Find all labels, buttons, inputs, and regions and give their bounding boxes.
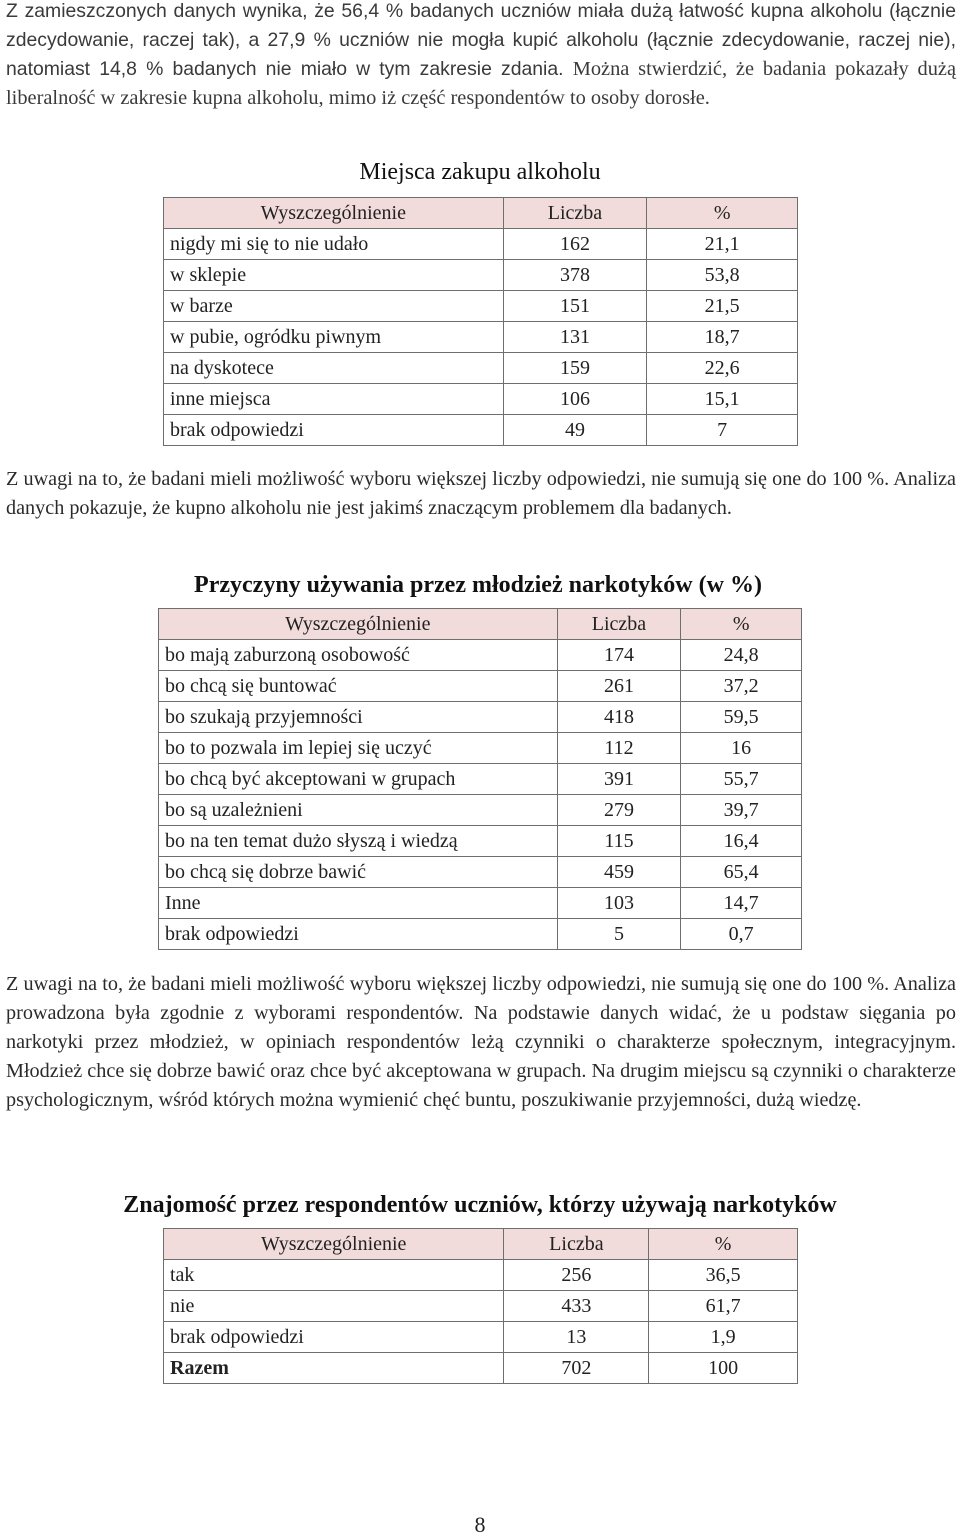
row-count: 459 <box>557 857 681 888</box>
table-row <box>159 857 802 888</box>
row-percent: 15,1 <box>647 384 798 415</box>
row-label: bo chcą się dobrze bawić <box>159 857 558 888</box>
row-label: Inne <box>159 888 558 919</box>
table-row <box>164 353 798 384</box>
table-row <box>159 640 802 671</box>
table-header-row <box>164 198 798 229</box>
table-row <box>164 415 798 446</box>
row-label: bo szukają przyjemności <box>159 702 558 733</box>
column-header: Liczba <box>504 1229 649 1260</box>
paragraph-2-part2: Analiza danych pokazuje, że kupno alkoholu nie jest jakimś znaczącym problemem dla badanych. <box>6 468 956 519</box>
table2-caption: Przyczyny używania przez młodzież narkotyków (w %) <box>194 572 762 598</box>
row-percent: 14,7 <box>681 888 802 919</box>
table-alcohol-purchase-places <box>163 197 798 446</box>
row-label: brak odpowiedzi <box>159 919 558 950</box>
row-label: w pubie, ogródku piwnym <box>164 322 504 353</box>
row-count: 112 <box>557 733 681 764</box>
row-count: 115 <box>557 826 681 857</box>
row-count: 256 <box>504 1260 649 1291</box>
table-row <box>164 260 798 291</box>
table-row <box>159 795 802 826</box>
table-row <box>159 733 802 764</box>
column-header: Liczba <box>503 198 647 229</box>
row-label: na dyskotece <box>164 353 504 384</box>
row-count: 5 <box>557 919 681 950</box>
row-label: bo chcą być akceptowani w grupach <box>159 764 558 795</box>
intro-paragraph <box>6 0 956 113</box>
table-row <box>159 764 802 795</box>
row-count: 279 <box>557 795 681 826</box>
table-row <box>164 1260 798 1291</box>
paragraph-3: Z uwagi na to, że badani mieli możliwość wyboru większej liczby odpowiedzi, nie sumują się one do 100 %. Analiza prowadzona była zgodnie z wyborami respondentów. Na podstawie danych widać, że u podstaw sięgania po narkotyki przez młodzież, w opiniach respondentów leżą czynniki o charakterze społecznym, integracyjnym. Młodzież chce się dobrze bawić oraz chce być akceptowana w grupach. Na drugim miejscu są czynniki o charakterze psychologicznym, wśród których można wymienić chęć buntu, poszukiwanie przyjemności, dużą wiedzę. <box>6 973 956 1111</box>
table-row <box>164 229 798 260</box>
total-label: Razem <box>164 1353 504 1384</box>
table-row <box>164 291 798 322</box>
table-row <box>159 919 802 950</box>
row-count: 391 <box>557 764 681 795</box>
table-header-row <box>164 1229 798 1260</box>
row-percent: 37,2 <box>681 671 802 702</box>
table-row <box>164 1291 798 1322</box>
row-percent: 0,7 <box>681 919 802 950</box>
column-header: % <box>681 609 802 640</box>
row-count: 174 <box>557 640 681 671</box>
paragraph-2-part1: Z uwagi na to, że badani mieli możliwość wyboru większej liczby odpowiedzi, nie sumują się one do 100 %. <box>6 468 890 490</box>
row-percent: 24,8 <box>681 640 802 671</box>
table-row <box>164 1322 798 1353</box>
table3-caption: Znajomość przez respondentów uczniów, którzy używają narkotyków <box>123 1192 837 1218</box>
table-acquaintance-drug-users <box>163 1228 798 1384</box>
row-count: 131 <box>503 322 647 353</box>
row-label: brak odpowiedzi <box>164 1322 504 1353</box>
table-header-row <box>159 609 802 640</box>
column-header: Liczba <box>557 609 681 640</box>
column-header: % <box>649 1229 798 1260</box>
row-percent: 18,7 <box>647 322 798 353</box>
table-row <box>164 322 798 353</box>
table-row <box>159 671 802 702</box>
row-label: tak <box>164 1260 504 1291</box>
row-count: 433 <box>504 1291 649 1322</box>
row-count: 49 <box>503 415 647 446</box>
row-percent: 65,4 <box>681 857 802 888</box>
row-label: w sklepie <box>164 260 504 291</box>
column-header: Wyszczególnienie <box>164 198 504 229</box>
row-percent: 55,7 <box>681 764 802 795</box>
row-percent: 16,4 <box>681 826 802 857</box>
column-header: Wyszczególnienie <box>164 1229 504 1260</box>
table1-caption: Miejsca zakupu alkoholu <box>359 159 601 185</box>
row-percent: 21,5 <box>647 291 798 322</box>
row-label: nie <box>164 1291 504 1322</box>
row-label: brak odpowiedzi <box>164 415 504 446</box>
total-percent: 100 <box>649 1353 798 1384</box>
row-label: nigdy mi się to nie udało <box>164 229 504 260</box>
column-header: Wyszczególnienie <box>159 609 558 640</box>
row-percent: 61,7 <box>649 1291 798 1322</box>
page-number: 8 <box>474 1512 486 1537</box>
row-label: bo chcą się buntować <box>159 671 558 702</box>
row-label: w barze <box>164 291 504 322</box>
row-count: 103 <box>557 888 681 919</box>
row-percent: 1,9 <box>649 1322 798 1353</box>
table-row <box>159 702 802 733</box>
row-count: 418 <box>557 702 681 733</box>
row-count: 106 <box>503 384 647 415</box>
row-percent: 16 <box>681 733 802 764</box>
row-percent: 53,8 <box>647 260 798 291</box>
row-count: 151 <box>503 291 647 322</box>
row-count: 378 <box>503 260 647 291</box>
row-count: 261 <box>557 671 681 702</box>
paragraph-2 <box>6 465 956 523</box>
table-row <box>159 888 802 919</box>
row-percent: 39,7 <box>681 795 802 826</box>
table-row <box>164 384 798 415</box>
row-count: 159 <box>503 353 647 384</box>
table-total-row <box>164 1353 798 1384</box>
column-header: % <box>647 198 798 229</box>
row-percent: 22,6 <box>647 353 798 384</box>
row-count: 162 <box>503 229 647 260</box>
row-percent: 36,5 <box>649 1260 798 1291</box>
row-percent: 7 <box>647 415 798 446</box>
row-label: bo to pozwala im lepiej się uczyć <box>159 733 558 764</box>
table-row <box>159 826 802 857</box>
intro-paragraph-part1: Z zamieszczonych danych wynika, że 56,4 % badanych uczniów miała dużą łatwość kupna alkoholu (łącznie zdecydowanie, raczej tak), a 27,9 % uczniów nie mogła kupić alkoholu (łącznie zdecydowanie, raczej nie), natomiast 14,8 % badanych nie miało w tym zakresie zdania. <box>6 0 956 80</box>
row-percent: 59,5 <box>681 702 802 733</box>
total-count: 702 <box>504 1353 649 1384</box>
row-label: bo są uzależnieni <box>159 795 558 826</box>
table-drug-use-reasons <box>158 608 802 950</box>
intro-paragraph-part2: Można stwierdzić, że badania pokazały dużą liberalność w zakresie kupna alkoholu, mimo iż część respondentów to osoby dorosłe. <box>6 58 957 109</box>
row-label: inne miejsca <box>164 384 504 415</box>
row-count: 13 <box>504 1322 649 1353</box>
row-label: bo mają zaburzoną osobowość <box>159 640 558 671</box>
row-label: bo na ten temat dużo słyszą i wiedzą <box>159 826 558 857</box>
row-percent: 21,1 <box>647 229 798 260</box>
